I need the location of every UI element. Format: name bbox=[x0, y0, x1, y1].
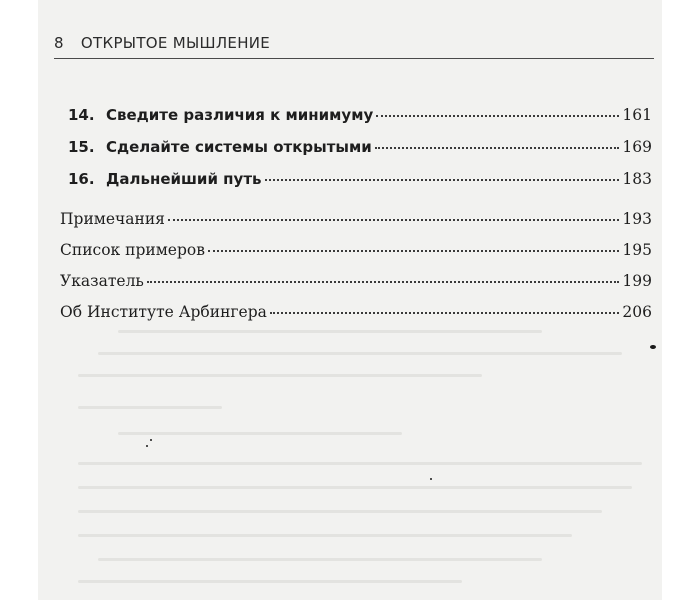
page-number: 195 bbox=[622, 241, 652, 259]
dot-leader bbox=[376, 115, 619, 117]
page-number: 193 bbox=[622, 210, 652, 228]
toc-entry-index bbox=[60, 271, 652, 291]
chapter-number: 15. bbox=[68, 138, 95, 156]
scan-speck bbox=[650, 345, 656, 349]
chapter-number: 14. bbox=[68, 106, 95, 124]
header-title: ОТКРЫТОЕ МЫШЛЕНИЕ bbox=[80, 34, 271, 52]
bleed-through-line bbox=[78, 534, 572, 537]
toc-entry-chapter-15 bbox=[68, 137, 652, 157]
entry-title: Список примеров bbox=[60, 241, 205, 259]
bleed-through-line bbox=[98, 558, 542, 561]
bleed-through-line bbox=[98, 352, 622, 355]
bleed-through-line bbox=[78, 510, 602, 513]
toc-entry-about-institute bbox=[60, 302, 652, 322]
header-rule bbox=[54, 58, 654, 59]
toc-entry-examples bbox=[60, 240, 652, 260]
scan-speck bbox=[146, 445, 148, 447]
bleed-through-line bbox=[78, 374, 482, 377]
dot-leader bbox=[265, 179, 620, 181]
toc-entry-chapter-16 bbox=[68, 169, 652, 189]
entry-title: Примечания bbox=[60, 210, 165, 228]
toc-entry-notes bbox=[60, 209, 652, 229]
page-number: 183 bbox=[622, 170, 652, 188]
page-number: 206 bbox=[622, 303, 652, 321]
bleed-through-line bbox=[118, 432, 402, 435]
header-page-number: 8 bbox=[54, 34, 64, 52]
running-header bbox=[54, 34, 270, 52]
bleed-through-line bbox=[78, 462, 642, 465]
page-number: 199 bbox=[622, 272, 652, 290]
entry-title: Указатель bbox=[60, 272, 144, 290]
page-number: 169 bbox=[622, 138, 652, 156]
bleed-through-line bbox=[118, 330, 542, 333]
dot-leader bbox=[208, 250, 619, 252]
chapter-number: 16. bbox=[68, 170, 95, 188]
chapter-title: Сведите различия к минимуму bbox=[106, 106, 374, 124]
book-page bbox=[38, 0, 662, 600]
entry-title: Об Институте Арбингера bbox=[60, 303, 267, 321]
dot-leader bbox=[375, 147, 620, 149]
bleed-through-line bbox=[78, 406, 222, 409]
dot-leader bbox=[168, 219, 619, 221]
scan-speck bbox=[150, 439, 152, 441]
toc-entry-chapter-14 bbox=[68, 105, 652, 125]
scan-speck bbox=[430, 478, 432, 480]
page-number: 161 bbox=[622, 106, 652, 124]
chapter-title: Дальнейший путь bbox=[106, 170, 262, 188]
chapter-title: Сделайте системы открытыми bbox=[106, 138, 372, 156]
bleed-through-line bbox=[78, 486, 632, 489]
dot-leader bbox=[147, 281, 620, 283]
bleed-through-line bbox=[78, 580, 462, 583]
dot-leader bbox=[270, 312, 620, 314]
